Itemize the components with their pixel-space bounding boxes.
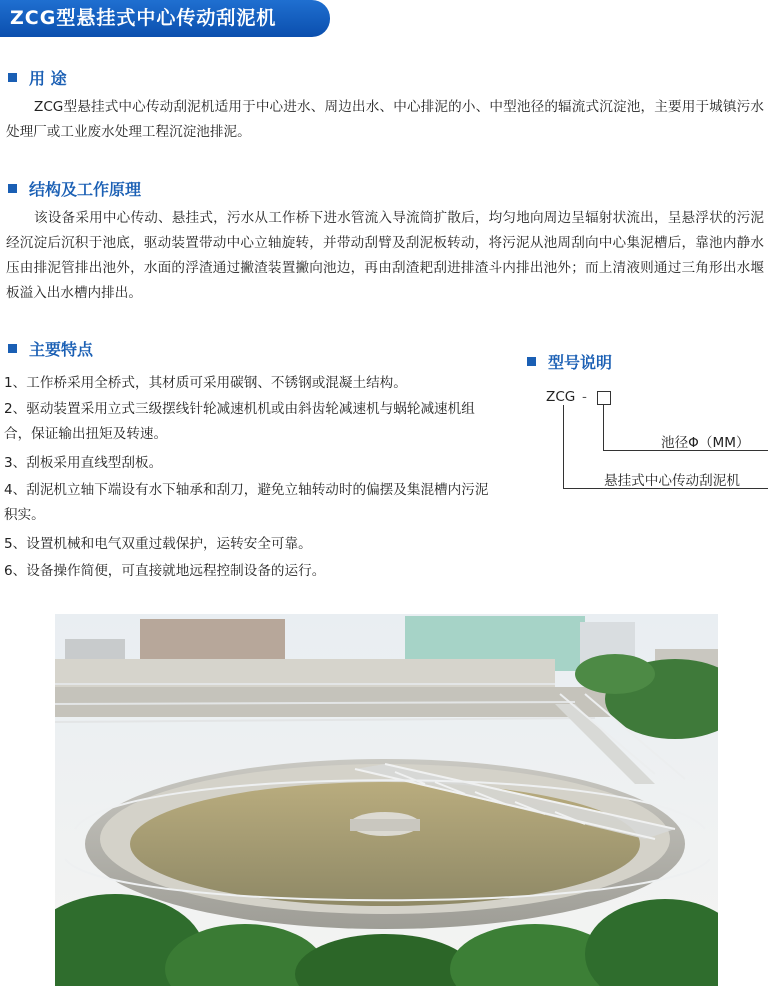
page-title: ZCG型悬挂式中心传动刮泥机 [0, 0, 330, 37]
model-label-type: 悬挂式中心传动刮泥机 [604, 473, 740, 489]
model-code: ZCG [546, 389, 576, 405]
feature-item-6: 6、设备操作简便，可直接就地远程控制设备的运行。 [4, 563, 326, 579]
feature-item-1: 1、工作桥采用全桥式，其材质可采用碳钢、不锈钢或混凝土结构。 [4, 375, 407, 391]
square-bullet-icon [8, 73, 17, 82]
feature-item-2: 2、驱动装置采用立式三级摆线针轮减速机机或由斜齿轮减速机与蜗轮减速机组合，保证输出扭矩及转速。 [4, 401, 475, 442]
model-placeholder-box [597, 391, 611, 405]
section-heading-principle [8, 177, 141, 200]
model-dash: - [582, 389, 587, 405]
square-bullet-icon [8, 344, 17, 353]
model-label-diameter: 池径Φ（MM） [661, 435, 750, 451]
square-bullet-icon [527, 357, 536, 366]
model-heading-text: 型号说明 [548, 353, 613, 372]
square-bullet-icon [8, 184, 17, 193]
section-heading-usage [8, 66, 67, 89]
principle-paragraph: 该设备采用中心传动、悬挂式，污水从工作桥下进水管流入导流筒扩散后，均匀地向周边呈辐射状流出，呈悬浮状的污泥经沉淀后沉积于池底，驱动装置带动中心立轴旋转，并带动刮臂及刮泥板转动，将污泥从池周刮向中心集泥槽后，靠池内静水压由排泥管排出池外，水面的浮渣通过撇渣装置撇向池边，再由刮渣耙刮进排渣斗内排出池外；而上清液则通过三角形出水堰板溢入出水槽内排出。 [6, 210, 764, 301]
connector-line [563, 405, 564, 488]
usage-paragraph: ZCG型悬挂式中心传动刮泥机适用于中心进水、周边出水、中心排泥的小、中型池径的辐流式沉淀池，主要用于城镇污水处理厂或工业废水处理工程沉淀池排泥。 [6, 99, 764, 140]
connector-line [603, 405, 604, 450]
principle-heading-text: 结构及工作原理 [29, 180, 142, 199]
feature-item-4: 4、刮泥机立轴下端设有水下轴承和刮刀，避免立轴转动时的偏摆及集混槽内污泥积实。 [4, 482, 489, 523]
feature-item-3: 3、刮板采用直线型刮板。 [4, 455, 163, 471]
feature-item-5: 5、设置机械和电气双重过载保护，运转安全可靠。 [4, 536, 312, 552]
section-heading-features [8, 337, 93, 360]
section-heading-model [527, 350, 612, 373]
features-heading-text: 主要特点 [29, 340, 94, 359]
clarifier-photo [55, 614, 718, 986]
usage-heading-text: 用 途 [29, 69, 67, 88]
